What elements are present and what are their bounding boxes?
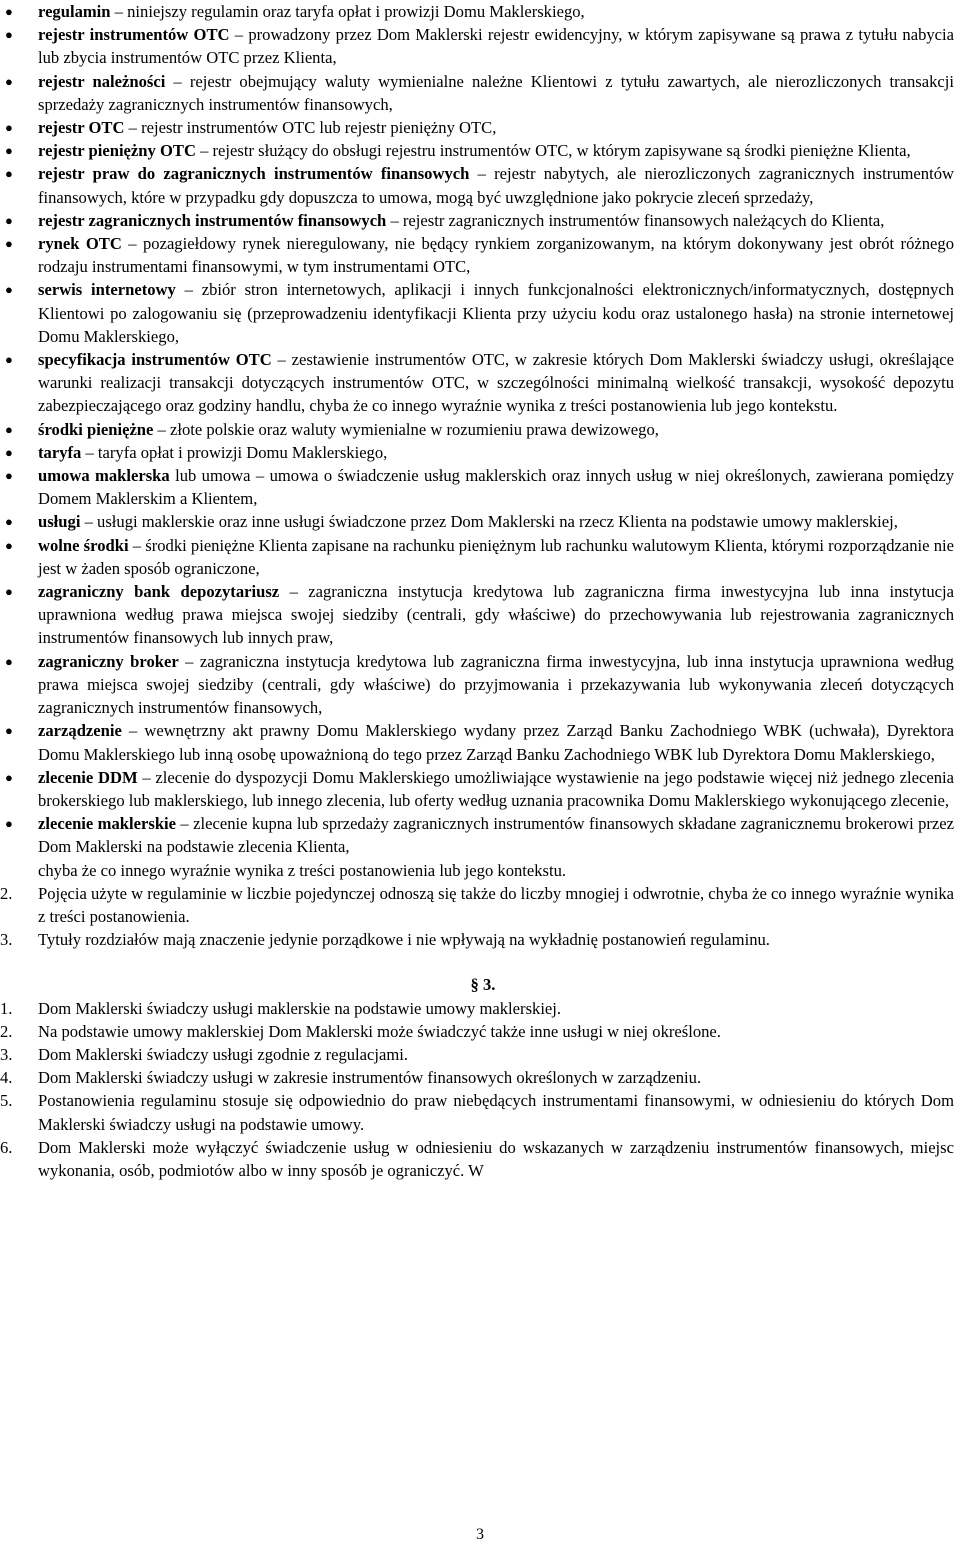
definition-text: – zlecenie do dyspozycji Domu Maklerskiego umożliwiające wystawienie na jego podstawie więcej niż jednego zlecenia brokerskiego lub maklerskiego, lub innego zlecenia, lub oferty według uznania pracownika Domu Maklerskiego wykonującego zlecenie, — [38, 767, 954, 810]
definition-item — [0, 580, 960, 650]
section-item — [0, 1136, 960, 1182]
definition-item — [0, 23, 960, 69]
definition-text: – rejestr służący do obsługi rejestru instrumentów OTC, w którym zapisywane są środki pieniężne Klienta, — [195, 141, 911, 161]
item-text: Pojęcia użyte w regulaminie w liczbie pojedynczej odnoszą się także do liczby mnogiej i odwrotnie, chyba że co innego wyraźnie wynika z treści postanowienia. — [38, 883, 954, 926]
definition-item — [0, 70, 960, 116]
paragraph-items-list — [0, 882, 960, 952]
paragraph-item — [0, 928, 960, 951]
definition-term: rejestr instrumentów OTC — [38, 25, 230, 45]
section-item — [0, 1020, 960, 1043]
definition-item — [0, 534, 960, 580]
bullet-icon: ● — [5, 514, 13, 530]
section-item — [0, 1066, 960, 1089]
bullet-icon: ● — [5, 143, 13, 159]
item-number: 6. — [0, 1137, 13, 1157]
item-text: Dom Maklerski może wyłączyć świadczenie usług w odniesieniu do wskazanych w zarządzeniu instrumentów finansowych, miejsc wykonania, osób, podmiotów albo w inny sposób je ograniczyć. W — [38, 1137, 954, 1180]
bullet-icon: ● — [5, 73, 13, 89]
definition-text: – zagraniczna instytucja kredytowa lub zagraniczna firma inwestycyjna lub inna instytucja uprawniona według prawa miejsca swojej siedziby (centrali, gdy właściwe) do przechowywania lub rejestrowania zagranicznych instrumentów finansowych lub innych praw, — [38, 582, 954, 648]
section-heading: § 3. — [470, 975, 496, 995]
definition-term: regulamin — [38, 2, 111, 21]
definition-text: – rejestr nabytych, ale nierozliczonych zagranicznych instrumentów finansowych, które w przypadku gdy dopuszcza to umowa, mogą być uwzględnione jako pokrycie zleceń sprzedaży, — [38, 164, 954, 207]
bullet-icon: ● — [5, 723, 13, 739]
bullet-icon: ● — [5, 769, 13, 785]
definition-term: taryfa — [38, 442, 82, 462]
definition-term: serwis internetowy — [38, 280, 176, 300]
definition-term: zlecenie maklerskie — [38, 814, 177, 834]
definition-term: rynek OTC — [38, 234, 122, 254]
item-number: 5. — [0, 1091, 13, 1111]
bullet-icon: ● — [5, 421, 13, 437]
item-text: Tytuły rozdziałów mają znaczenie jedynie porządkowe i nie wpływają na wykładnię postanowień regulaminu. — [38, 930, 770, 950]
definition-text: – usługi maklerskie oraz inne usługi świadczone przez Dom Maklerski na rzecz Klienta na podstawie umowy maklerskiej, — [80, 512, 898, 532]
definition-text: – pozagiełdowy rynek nieregulowany, nie będący rynkiem zorganizowanym, na którym dokonywany jest obrót różnego rodzaju instrumentami finansowymi, w tym instrumentami OTC, — [38, 234, 954, 277]
definition-text: – rejestr zagranicznych instrumentów finansowych należących do Klienta, — [386, 210, 885, 230]
bullet-icon: ● — [5, 282, 13, 298]
definition-item — [0, 139, 960, 162]
item-text: Dom Maklerski świadczy usługi maklerskie na podstawie umowy maklerskiej. — [38, 998, 562, 1018]
bullet-icon: ● — [5, 120, 13, 136]
definition-text: – środki pieniężne Klienta zapisane na rachunku pieniężnym lub rachunku walutowym Klienta, którymi rozporządzanie nie jest w żaden sposób ograniczone, — [38, 535, 954, 578]
definition-term: rejestr zagranicznych instrumentów finansowych — [38, 210, 387, 230]
definition-term: zagraniczny bank depozytariusz — [38, 582, 280, 602]
definition-term: rejestr pieniężny OTC — [38, 141, 196, 161]
item-number: 1. — [0, 998, 13, 1018]
definition-term: zarządzenie — [38, 721, 122, 741]
definition-text: – złote polskie oraz waluty wymienialne w rozumieniu prawa dewizowego, — [153, 419, 659, 439]
definition-item — [0, 162, 960, 208]
section-items-list — [0, 997, 960, 1183]
item-number: 3. — [0, 1044, 13, 1064]
bullet-icon: ● — [5, 468, 13, 484]
definition-text: – zestawienie instrumentów OTC, w zakresie których Dom Maklerski świadczy usługi, określające warunki realizacji transakcji dotyczących instrumentów OTC, w szczególności minimalną wielkość transakcji, wysokość depozytu zabezpieczającego oraz godziny handlu, chyba że co innego wyraźnie wynika z treści postanowienia lub jego kontekstu. — [38, 350, 954, 416]
definition-item — [0, 650, 960, 720]
definition-term: środki pieniężne — [38, 419, 154, 439]
definition-term: rejestr praw do zagranicznych instrumentów finansowych — [38, 164, 470, 184]
definition-term: usługi — [38, 512, 81, 532]
bullet-icon: ● — [5, 236, 13, 252]
definition-term: umowa maklerska — [38, 466, 170, 486]
bullet-icon: ● — [5, 27, 13, 43]
paragraph-item — [0, 882, 960, 928]
definition-text: – rejestr obejmujący waluty wymienialne należne Klientowi z tytułu zawartych, ale nierozliczonych transakcji sprzedaży zagranicznych instrumentów finansowych, — [38, 71, 955, 114]
item-text: Na podstawie umowy maklerskiej Dom Maklerski może świadczyć także inne usługi w niej określone. — [38, 1021, 721, 1041]
item-number: 2. — [0, 883, 13, 903]
definition-text: – rejestr instrumentów OTC lub rejestr pieniężny OTC, — [124, 118, 497, 138]
definition-item — [0, 464, 960, 510]
item-text: Dom Maklerski świadczy usługi w zakresie instrumentów finansowych określonych w zarządzeniu. — [38, 1068, 702, 1088]
definition-text: lub umowa – umowa o świadczenie usług maklerskich oraz innych usług w niej określonych, zawierana pomiędzy Domem Maklerskim a Klientem, — [38, 466, 955, 509]
definition-item — [0, 116, 960, 139]
section-item — [0, 1089, 960, 1135]
definition-term: rejestr OTC — [38, 118, 125, 138]
bullet-icon: ● — [5, 537, 13, 553]
definition-item — [0, 812, 960, 858]
definition-term: zlecenie DDM — [38, 767, 138, 787]
definition-item — [0, 510, 960, 533]
section-item — [0, 997, 960, 1020]
item-number: 3. — [0, 930, 13, 950]
definition-text: – zagraniczna instytucja kredytowa lub zagraniczna firma inwestycyjna, lub inna instytucja uprawniona według prawa miejsca swojej siedziby (centrali, gdy właściwe) do przyjmowania i przekazywania lub wykonywania zleceń dotyczących zagranicznych instrumentów finansowych, — [38, 651, 954, 718]
definition-item — [0, 209, 960, 232]
bullet-icon: ● — [5, 166, 13, 182]
item-number: 4. — [0, 1068, 13, 1088]
definition-item — [0, 0, 960, 23]
definition-item — [0, 719, 960, 765]
bullet-icon: ● — [5, 653, 13, 669]
page-number: 3 — [476, 1526, 484, 1543]
bullet-icon: ● — [5, 816, 13, 832]
item-text: Dom Maklerski świadczy usługi zgodnie z regulacjami. — [38, 1044, 409, 1064]
definition-item — [0, 278, 960, 348]
definition-item — [0, 441, 960, 464]
definition-term: specyfikacja instrumentów OTC — [38, 350, 272, 370]
definition-term: rejestr należności — [38, 71, 166, 91]
definition-text: – niniejszy regulamin oraz taryfa opłat i prowizji Domu Maklerskiego, — [110, 2, 585, 21]
definition-term: wolne środki — [38, 535, 129, 555]
definitions-trailer: chyba że co innego wyraźnie wynika z treści postanowienia lub jego kontekstu. — [38, 860, 567, 880]
definition-text: – wewnętrzny akt prawny Domu Maklerskiego wydany przez Zarząd Banku Zachodniego WBK (uchwała), Dyrektora Domu Maklerskiego lub inną osobę upoważnioną do tego przez Zarząd Banku Zachodniego WBK lub Dyrektora Domu Maklerskiego, — [38, 721, 954, 764]
definition-item — [0, 766, 960, 812]
bullet-icon: ● — [5, 444, 13, 460]
item-number: 2. — [0, 1021, 13, 1041]
bullet-icon: ● — [5, 352, 13, 368]
section-item — [0, 1043, 960, 1066]
bullet-icon: ● — [5, 4, 13, 19]
definition-text: – taryfa opłat i prowizji Domu Maklerskiego, — [81, 442, 388, 462]
definition-text: – zlecenie kupna lub sprzedaży zagranicznych instrumentów finansowych składane zagranicznemu brokerowi przez Dom Maklerski na podstawie zlecenia Klienta, — [38, 814, 954, 857]
definition-text: – zbiór stron internetowych, aplikacji i innych funkcjonalności elektronicznych/informatycznych, dostępnych Klientowi po zalogowaniu się (przeprowadzeniu identyfikacji Klienta przy użyciu kodu oraz ustalonego hasła) na stronie internetowej Domu Maklerskiego, — [38, 280, 954, 346]
bullet-icon: ● — [5, 584, 13, 600]
definition-item — [0, 418, 960, 441]
definition-item — [0, 348, 960, 418]
definition-text: – prowadzony przez Dom Maklerski rejestr ewidencyjny, w którym zapisywane są prawa z tytułu nabycia lub zbycia instrumentów OTC przez Klienta, — [38, 25, 954, 68]
bullet-icon: ● — [5, 212, 13, 228]
item-text: Postanowienia regulaminu stosuje się odpowiednio do praw niebędących instrumentami finansowymi, w odniesieniu do których Dom Maklerski świadczy usługi na podstawie umowy. — [38, 1091, 954, 1134]
definition-item — [0, 232, 960, 278]
definition-term: zagraniczny broker — [38, 651, 179, 671]
